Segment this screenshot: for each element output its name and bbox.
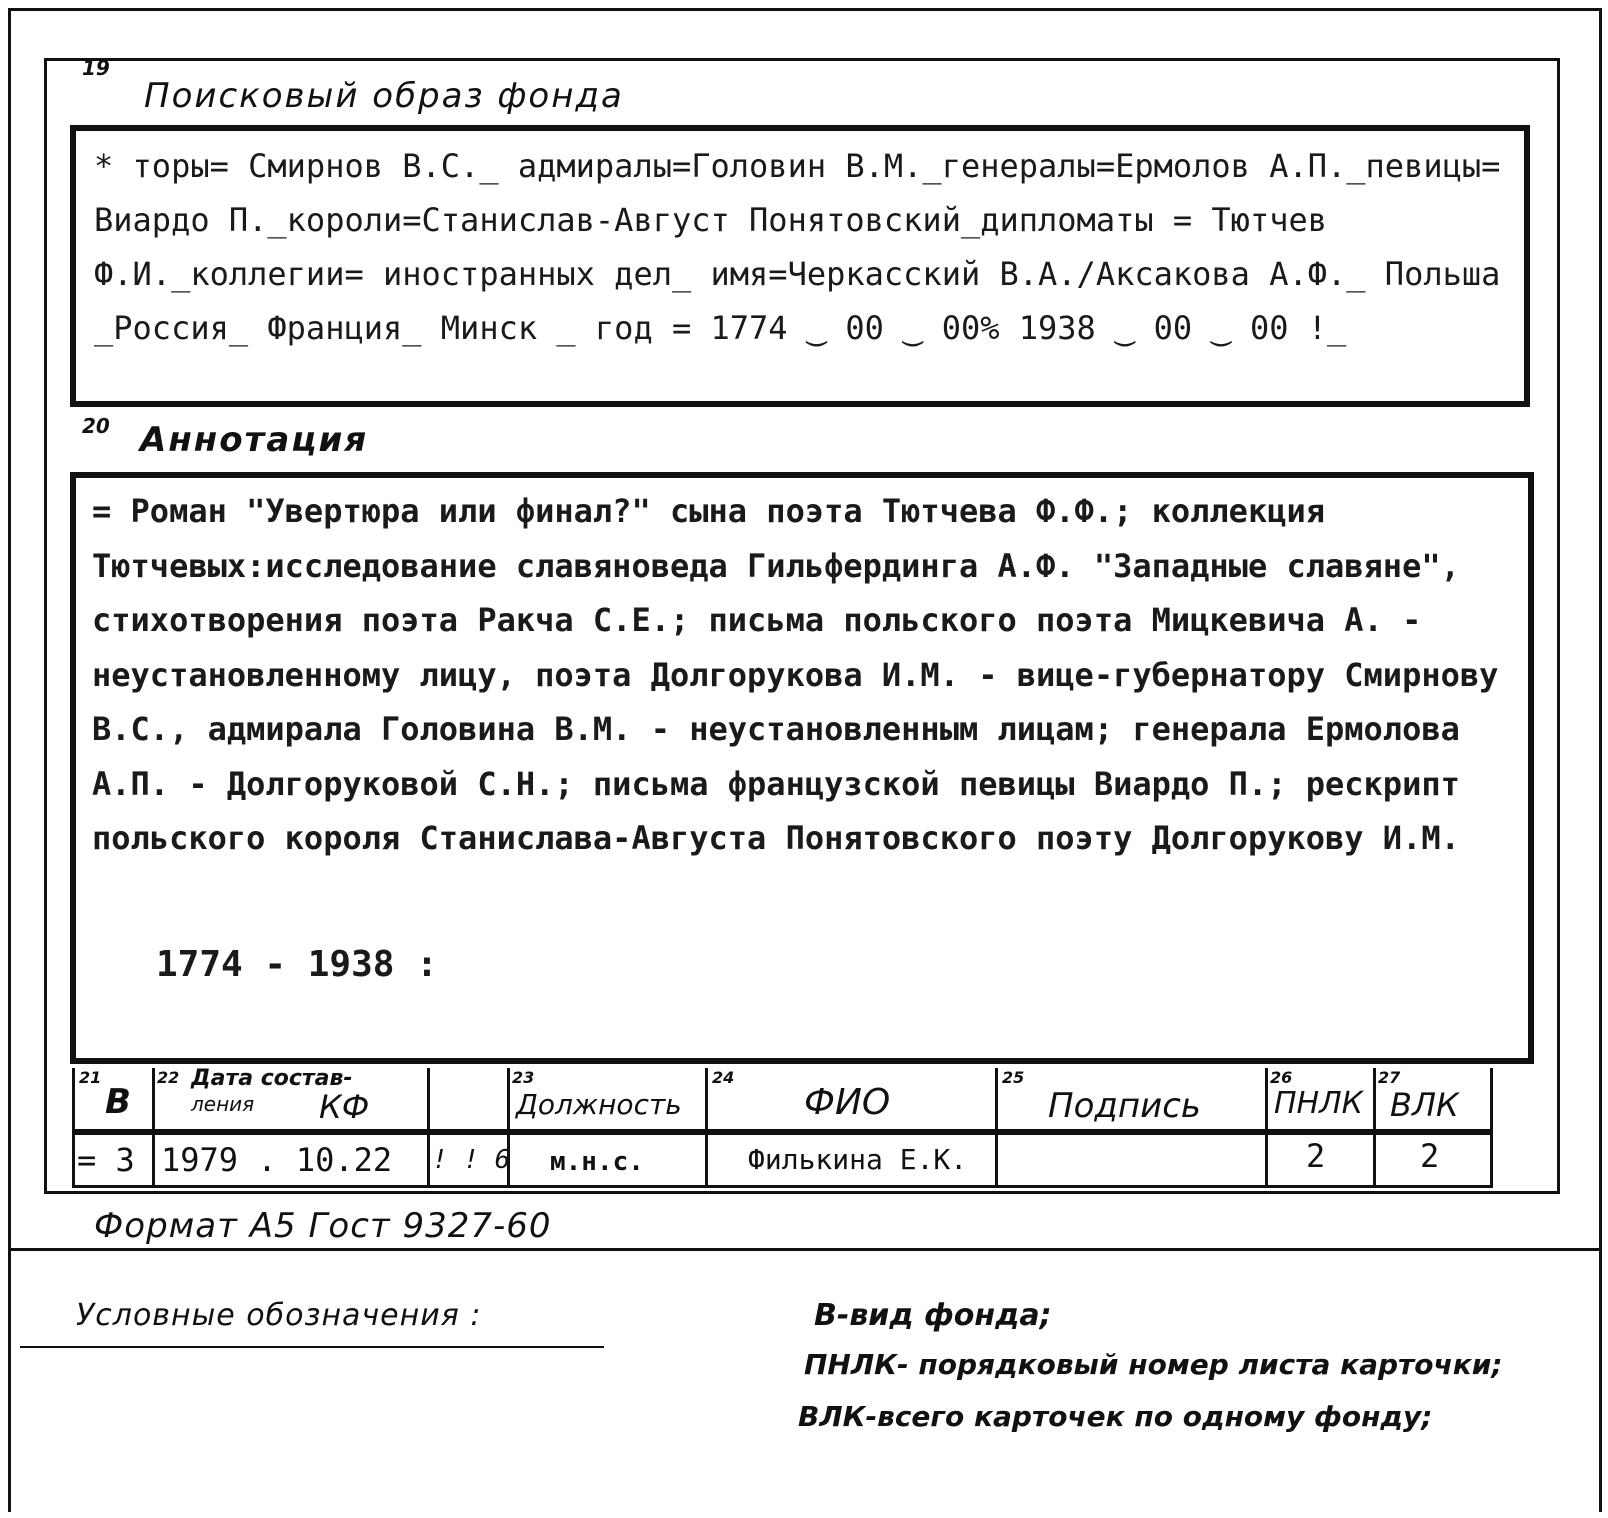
value-cell-kf [427, 1132, 511, 1188]
value-cell-date [152, 1132, 427, 1188]
header-pnlk: ПНЛК [1274, 1086, 1363, 1121]
value-cell-pnlk [1265, 1132, 1373, 1188]
format-caption: Формат А5 Гост 9327-60 [94, 1206, 552, 1246]
search-image-text: * торы= Смирнов В.С._ адмиралы=Головин В.М._генералы=Ермолов А.П._певицы= Виардо П._короли=Станислав-Август Понятовский_дипломаты = Тютчев Ф.И._коллегии= иностранных дел_ имя=Черкасский В.А./Аксакова А.Ф._ Польша _Россия_ Франция_ Минск _ год = 1774 ‿ 00 ‿ 00% 1938 ‿ 00 ‿ 00 !_ [94, 147, 1520, 347]
legend-title: Условные обозначения : [76, 1298, 482, 1333]
annotation-box [70, 472, 1534, 1064]
value-position: м.н.с. [550, 1147, 644, 1177]
annotation-years: 1774 - 1938 : [156, 944, 438, 985]
header-kf: КФ [319, 1088, 370, 1126]
legend-item-v: В-вид фонда; [814, 1298, 1052, 1333]
value-name: Филькина Е.К. [748, 1143, 968, 1176]
annotation-section-title: Аннотация [140, 420, 369, 460]
legend-item-pnlk: ПНЛК- порядковый номер листа карточки; [804, 1348, 1503, 1381]
value-cell-position [507, 1132, 705, 1188]
header-signature: Подпись [1048, 1086, 1201, 1126]
field-number-19: 19 [82, 56, 110, 80]
value-pnlk: 2 [1306, 1137, 1326, 1175]
header-cell-pnlk: 26 ПНЛК [1265, 1068, 1373, 1132]
value-vlk: 2 [1420, 1137, 1440, 1175]
search-section-title: Поисковый образ фонда [144, 76, 624, 116]
value-cell-v [72, 1132, 152, 1188]
value-cell-signature [995, 1132, 1265, 1188]
value-date: 1979 . 10.22 [161, 1141, 393, 1179]
field-number-20: 20 [82, 414, 110, 438]
header-position: Должность [516, 1088, 682, 1121]
header-cell-v: 21 В [72, 1068, 152, 1132]
header-cell-vlk: 27 ВЛК [1373, 1068, 1493, 1132]
header-cell-blank [427, 1068, 507, 1132]
value-kf: ! ! 6 [432, 1145, 511, 1175]
metadata-table [72, 1068, 1534, 1192]
header-cell-position: 23 Должность [507, 1068, 705, 1132]
header-cell-date: 22 Дата состав- ления КФ [152, 1068, 427, 1132]
legend-title-underline [20, 1346, 604, 1348]
header-cell-signature: 25 Подпись [995, 1068, 1265, 1132]
annotation-text: = Роман "Увертюра или финал?" сына поэта Тютчева Ф.Ф.; коллекция Тютчевых:исследование славяноведа Гильфердинга А.Ф. "Западные славяне", стихотворения поэта Ракча С.Е.; письма польского поэта Мицкевича А. - неустановленному лицу, поэта Долгорукова И.М. - вице-губернатору Смирнову В.С., адмирала Головина В.М. - неустановленным лицам; генерала Ермолова А.П. - Долгоруковой С.Н.; письма французской певицы Виардо П.; рескрипт польского короля Станислава-Августа Понятовского поэту Долгорукову И.М. [92, 492, 1518, 857]
legend-divider [8, 1248, 1602, 1251]
value-cell-vlk [1373, 1132, 1493, 1188]
legend-item-vlk: ВЛК-всего карточек по одному фонду; [798, 1400, 1433, 1433]
value-v: = 3 [77, 1141, 135, 1179]
header-date-line1: Дата состав- [191, 1066, 353, 1091]
header-name: ФИО [804, 1082, 891, 1123]
header-date-line2: ления [191, 1092, 255, 1116]
value-cell-name [705, 1132, 995, 1188]
search-image-box [70, 125, 1530, 407]
header-vlk: ВЛК [1390, 1086, 1459, 1124]
header-cell-name: 24 ФИО [705, 1068, 995, 1132]
header-v: В [105, 1082, 131, 1122]
